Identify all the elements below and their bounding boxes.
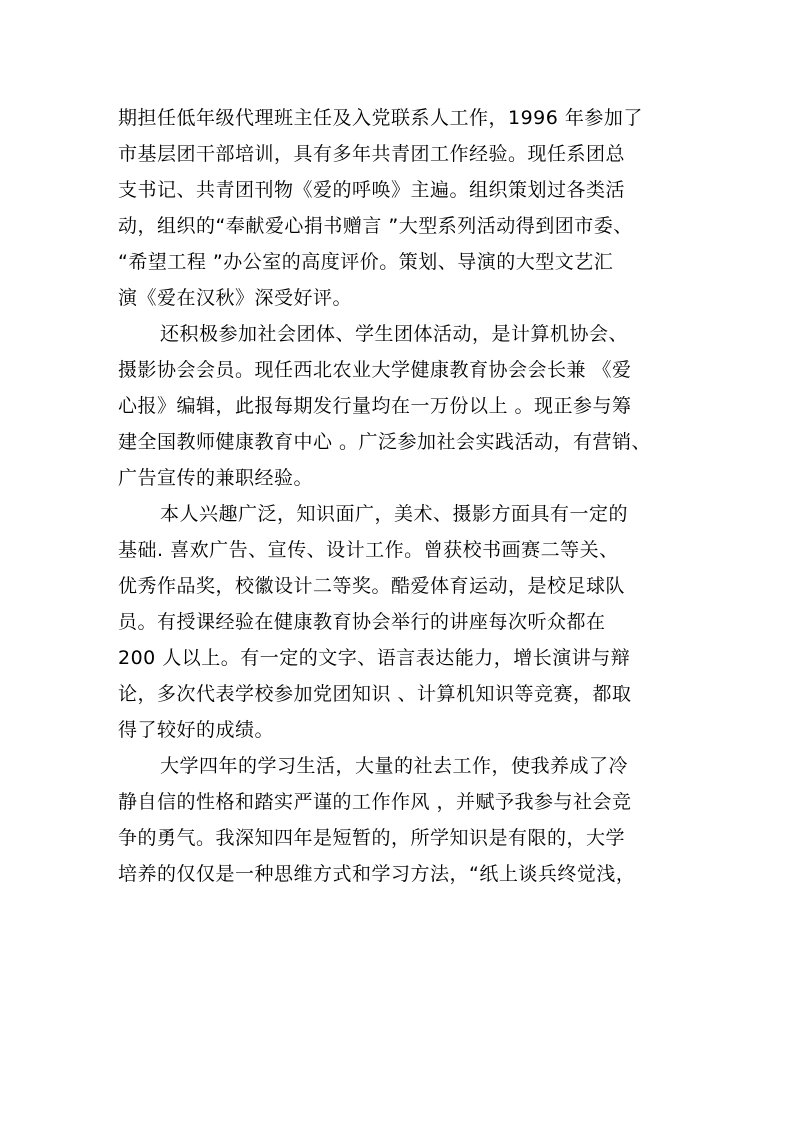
paragraph-first-line: 还积极参加社会团体、学生团体活动，是计算机协会、 <box>160 323 629 345</box>
text-line: 静自信的性格和踏实严谨的工作作风 ，并赋予我参与社会竞 <box>118 791 632 813</box>
text-line: 争的勇气。我深知四年是短暂的，所学知识是有限的，大学 <box>118 827 626 849</box>
text-line: 200 人以上。有一定的文字、语言表达能力，增长演讲与辩 <box>118 647 631 669</box>
text-line: 建全国教师健康教育中心 。广泛参加社会实践活动，有营销、 <box>118 431 652 453</box>
text-line: 演《爱在汉秋》深受好评。 <box>118 287 353 309</box>
text-line: 论，多次代表学校参加党团知识 、计算机知识等竞赛，都取 <box>118 683 632 705</box>
paragraph-first-line: 本人兴趣广泛，知识面广，美术、摄影方面具有一定的 <box>160 503 629 525</box>
paragraph-first-line: 大学四年的学习生活，大量的社去工作，使我养成了冷 <box>160 755 629 777</box>
document-body <box>118 100 688 892</box>
text-line: 摄影协会会员。现任西北农业大学健康教育协会会长兼 《爱 <box>118 359 632 381</box>
text-line: 广告宣传的兼职经验。 <box>118 467 314 489</box>
text-line: 培养的仅仅是一种思维方式和学习方法，“纸上谈兵终觉浅， <box>118 863 636 885</box>
text-line: 市基层团干部培训，具有多年共青团工作经验。现任系团总 <box>118 143 626 165</box>
text-line: 期担任低年级代理班主任及入党联系人工作，1996 年参加了 <box>118 107 643 129</box>
text-line: 心报》编辑，此报每期发行量均在一万份以上 。现正参与筹 <box>118 395 632 417</box>
text-line: 优秀作品奖，校徽设计二等奖。酷爱体育运动，是校足球队 <box>118 575 626 597</box>
text-line: 基础. 喜欢广告、宣传、设计工作。曾获校书画赛二等关、 <box>118 539 619 561</box>
text-line: 支书记、共青团刊物《爱的呼唤》主遍。组织策划过各类活 <box>118 179 626 201</box>
text-line: 动，组织的“奉献爱心捐书赠言 ”大型系列活动得到团市委、 <box>118 215 633 237</box>
text-line: 员。有授课经验在健康教育协会举行的讲座每次听众都在 <box>118 611 606 633</box>
text-line: 得了较好的成绩。 <box>118 719 275 741</box>
text-line: “希望工程 ”办公室的高度评价。策划、导演的大型文艺汇 <box>118 251 614 273</box>
